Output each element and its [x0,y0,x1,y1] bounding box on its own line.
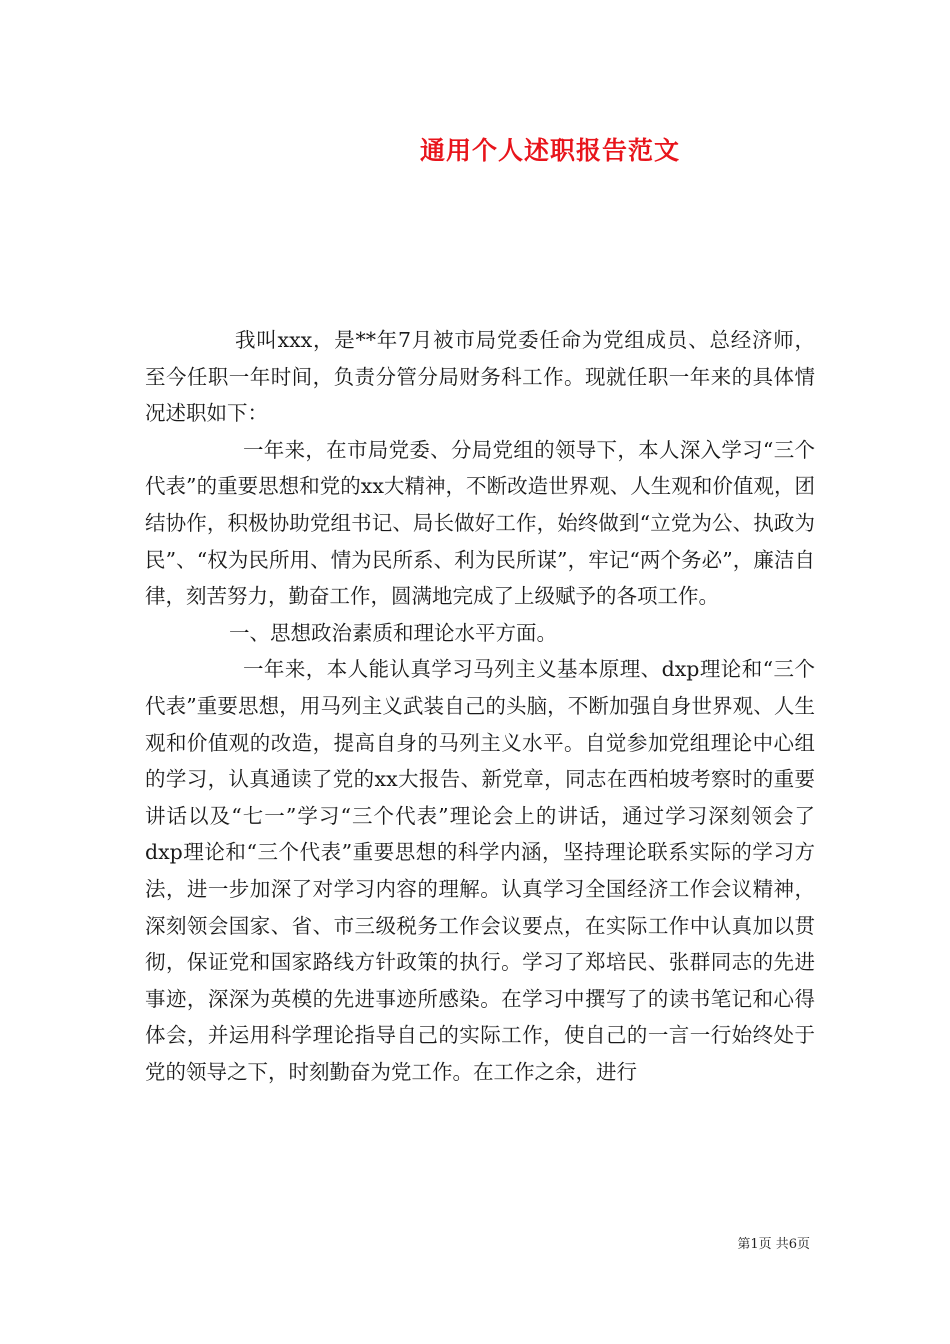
paragraph-summary: 一年来，在市局党委、分局党组的领导下，本人深入学习“三个代表”的重要思想和党的xx大精神，不断改造世界观、人生观和价值观，团结协作，积极协助党组书记、局长做好工作，始终做到“立党为公、执政为民”、“权为民所用、情为民所系、利为民所谋”，牢记“两个务必”，廉洁自律，刻苦努力，勤奋工作，圆满地完成了上级赋予的各项工作。 [145,437,815,609]
document-title: 通用个人述职报告范文 [419,136,680,165]
paragraph-intro: 我叫xxx，是**年7月被市局党委任命为党组成员、总经济师，至今任职一年时间，负责分管分局财务科工作。现就任职一年来的具体情况述职如下： [145,328,815,426]
document-body [145,322,815,1090]
section-heading: 一、思想政治素质和理论水平方面。 [229,620,557,645]
paragraph-study: 一年来，本人能认真学习马列主义基本原理、dxp理论和“三个代表”重要思想，用马列主义武装自己的头脑，不断加强自身世界观、人生观和价值观的改造，提高自身的马列主义水平。自觉参加党组理论中心组的学习，认真通读了党的xx大报告、新党章，同志在西柏坡考察时的重要讲话以及“七一”学习“三个代表”理论会上的讲话，通过学习深刻领会了dxp理论和“三个代表”重要思想的科学内涵，坚持理论联系实际的学习方法，进一步加深了对学习内容的理解。认真学习全国经济工作会议精神，深刻领会国家、省、市三级税务工作会议要点，在实际工作中认真加以贯彻，保证党和国家路线方针政策的执行。学习了郑培民、张群同志的先进事迹，深深为英模的先进事迹所感染。在学习中撰写了的读书笔记和心得体会，并运用科学理论指导自己的实际工作，使自己的一言一行始终处于党的领导之下，时刻勤奋为党工作。在工作之余，进行 [145,657,815,1084]
page-number-footer: 第1页 共6页 [737,1237,810,1252]
